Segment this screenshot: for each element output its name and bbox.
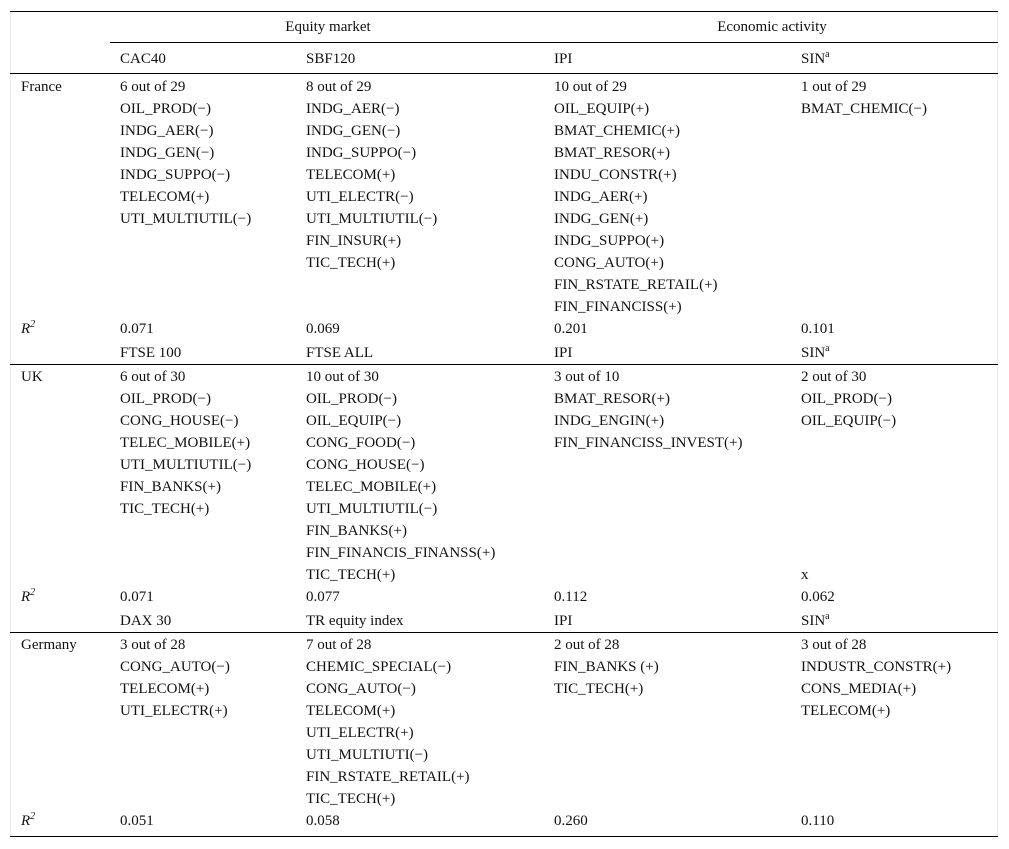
sector-item: CONG_AUTO(−) [120, 659, 230, 675]
sector-item: TELECOM(+) [120, 189, 210, 205]
sector-item: TELECOM(+) [306, 167, 396, 183]
sector-item: OIL_PROD(−) [801, 391, 892, 407]
sector-item: INDUSTR_CONSTR(+) [801, 659, 952, 675]
uk-ftse100-list [120, 367, 251, 521]
sector-item: FIN_INSUR(+) [306, 233, 402, 249]
sector-item: UTI_MULTIUTI(−) [306, 747, 429, 763]
france-r2-ipi: 0.201 [554, 321, 588, 337]
sector-item: CONG_HOUSE(−) [120, 413, 239, 429]
sector-item: OIL_EQUIP(+) [554, 101, 650, 117]
r2-exponent: 2 [30, 319, 36, 330]
uk-ftseall-list [306, 367, 495, 587]
sector-item: BMAT_CHEMIC(−) [801, 101, 927, 117]
column-header-ipi: IPI [554, 51, 573, 67]
germany-header-ipi: IPI [554, 613, 573, 629]
france-r2-cac40: 0.071 [120, 321, 154, 337]
sector-item: UTI_MULTIUTIL(−) [120, 211, 252, 227]
sector-item: BMAT_RESOR(+) [554, 145, 670, 161]
sector-item: TIC_TECH(+) [554, 681, 644, 697]
sector-item: FIN_FINANCISS(+) [554, 299, 682, 315]
sector-item: UTI_MULTIUTIL(−) [306, 501, 438, 517]
germany-ipi-list [554, 635, 659, 701]
sector-item: INDG_AER(+) [554, 189, 648, 205]
r2-symbol: R [21, 589, 31, 605]
sector-item: INDG_SUPPO(+) [554, 233, 665, 249]
uk-r2-ftseall: 0.077 [306, 589, 340, 605]
germany-r2-tr-equity: 0.058 [306, 813, 340, 829]
germany-dax30-list [120, 635, 230, 723]
sector-item: CONG_AUTO(+) [554, 255, 664, 271]
sector-item: INDU_CONSTR(+) [554, 167, 677, 183]
sector-item: FIN_RSTATE_RETAIL(+) [306, 769, 470, 785]
uk-sin-list [801, 367, 896, 433]
selection-count: 10 out of 30 [306, 369, 379, 385]
uk-section-rule [10, 364, 998, 365]
sector-item: CONG_FOOD(−) [306, 435, 416, 451]
germany-r2-ipi: 0.260 [554, 813, 588, 829]
sector-item: CONG_AUTO(−) [306, 681, 416, 697]
uk-ipi-list [554, 367, 742, 455]
uk-header-sin-text: SIN [801, 345, 826, 361]
sector-item: UTI_ELECTR(+) [120, 703, 228, 719]
germany-r2-sin: 0.110 [801, 813, 835, 829]
column-header-sin-text: SIN [801, 51, 826, 67]
germany-header-tr-equity: TR equity index [306, 613, 404, 629]
r2-label-uk [21, 587, 35, 609]
group-header-rule [110, 42, 998, 43]
sector-item: INDG_SUPPO(−) [306, 145, 417, 161]
sector-item: FIN_RSTATE_RETAIL(+) [554, 277, 718, 293]
sector-item: TIC_TECH(+) [306, 255, 396, 271]
uk-header-sin [801, 343, 830, 365]
selection-count: 6 out of 30 [120, 369, 186, 385]
r2-label-france [21, 319, 35, 341]
uk-header-ipi: IPI [554, 345, 573, 361]
sector-item: FIN_FINANCIS_FINANSS(+) [306, 545, 496, 561]
sector-item: BMAT_CHEMIC(+) [554, 123, 680, 139]
sector-item: CHEMIC_SPECIAL(−) [306, 659, 452, 675]
country-label-germany: Germany [21, 637, 77, 653]
sector-item: INDG_GEN(+) [554, 211, 649, 227]
selection-count: 10 out of 29 [554, 79, 627, 95]
sector-item: FIN_BANKS (+) [554, 659, 659, 675]
sector-item: TELECOM(+) [120, 681, 210, 697]
uk-r2-ftse100: 0.071 [120, 589, 154, 605]
selection-count: 1 out of 29 [801, 79, 867, 95]
sector-item: UTI_MULTIUTIL(−) [306, 211, 438, 227]
sector-item: UTI_MULTIUTIL(−) [120, 457, 252, 473]
country-label-france: France [21, 79, 62, 95]
uk-r2-sin: 0.062 [801, 589, 835, 605]
sector-item: TELEC_MOBILE(+) [120, 435, 251, 451]
uk-header-ftse100: FTSE 100 [120, 345, 182, 361]
sector-item: INDG_AER(−) [120, 123, 214, 139]
germany-tr-equity-list [306, 635, 470, 811]
country-label-uk: UK [21, 369, 43, 385]
footnote-marker: a [825, 49, 830, 60]
france-sin-list [801, 77, 927, 121]
sector-item: OIL_EQUIP(−) [801, 413, 897, 429]
r2-exponent: 2 [30, 811, 36, 822]
france-cac40-list [120, 77, 251, 231]
sector-item: UTI_ELECTR(−) [306, 189, 414, 205]
france-ipi-list [554, 77, 718, 319]
germany-header-dax30: DAX 30 [120, 613, 172, 629]
selection-count: 3 out of 28 [801, 637, 867, 653]
sector-item: TIC_TECH(+) [306, 791, 396, 807]
selection-count: 8 out of 29 [306, 79, 372, 95]
selection-count: 7 out of 28 [306, 637, 372, 653]
germany-header-sin-text: SIN [801, 613, 826, 629]
germany-sin-list [801, 635, 951, 723]
sector-item: OIL_PROD(−) [306, 391, 397, 407]
uk-sin-extra: x [801, 567, 809, 583]
germany-header-sin [801, 611, 830, 633]
r2-symbol: R [21, 321, 31, 337]
uk-header-ftseall: FTSE ALL [306, 345, 374, 361]
germany-r2-dax30: 0.051 [120, 813, 154, 829]
column-header-cac40: CAC40 [120, 51, 166, 67]
column-header-sbf120: SBF120 [306, 51, 356, 67]
uk-r2-ipi: 0.112 [554, 589, 588, 605]
selection-count: 6 out of 29 [120, 79, 186, 95]
france-sbf120-list [306, 77, 437, 275]
sector-item: OIL_PROD(−) [120, 391, 211, 407]
sector-item: INDG_ENGIN(+) [554, 413, 665, 429]
bottom-rule [10, 836, 998, 837]
sector-item: BMAT_RESOR(+) [554, 391, 670, 407]
sector-item: INDG_GEN(−) [120, 145, 215, 161]
sector-item: CONG_HOUSE(−) [306, 457, 425, 473]
selection-count: 3 out of 10 [554, 369, 620, 385]
sector-item: INDG_AER(−) [306, 101, 400, 117]
sector-item: UTI_ELECTR(+) [306, 725, 414, 741]
sector-item: TELEC_MOBILE(+) [306, 479, 437, 495]
header-rule [10, 73, 998, 74]
sector-item: FIN_FINANCISS_INVEST(+) [554, 435, 743, 451]
column-header-sin [801, 49, 830, 71]
top-rule [10, 11, 998, 12]
sector-item: FIN_BANKS(+) [120, 479, 221, 495]
table-right-border [997, 11, 998, 837]
france-r2-sbf120: 0.069 [306, 321, 340, 337]
sector-item: TIC_TECH(+) [306, 567, 396, 583]
sector-item: OIL_PROD(−) [120, 101, 211, 117]
sector-item: INDG_GEN(−) [306, 123, 401, 139]
r2-label-germany [21, 811, 35, 833]
sector-item: INDG_SUPPO(−) [120, 167, 231, 183]
selection-count: 3 out of 28 [120, 637, 186, 653]
sector-item: TELECOM(+) [306, 703, 396, 719]
sector-item: OIL_EQUIP(−) [306, 413, 402, 429]
footnote-marker: a [825, 343, 830, 354]
sector-item: TIC_TECH(+) [120, 501, 210, 517]
group-header-economic: Economic activity [717, 19, 827, 35]
table-left-border [10, 11, 11, 837]
r2-symbol: R [21, 813, 31, 829]
sector-item: CONS_MEDIA(+) [801, 681, 917, 697]
group-header-equity: Equity market [285, 19, 371, 35]
footnote-marker: a [825, 611, 830, 622]
sector-item: TELECOM(+) [801, 703, 891, 719]
germany-section-rule [10, 632, 998, 633]
sector-item: FIN_BANKS(+) [306, 523, 407, 539]
r2-exponent: 2 [30, 587, 36, 598]
france-r2-sin: 0.101 [801, 321, 835, 337]
selection-count: 2 out of 30 [801, 369, 867, 385]
selection-count: 2 out of 28 [554, 637, 620, 653]
